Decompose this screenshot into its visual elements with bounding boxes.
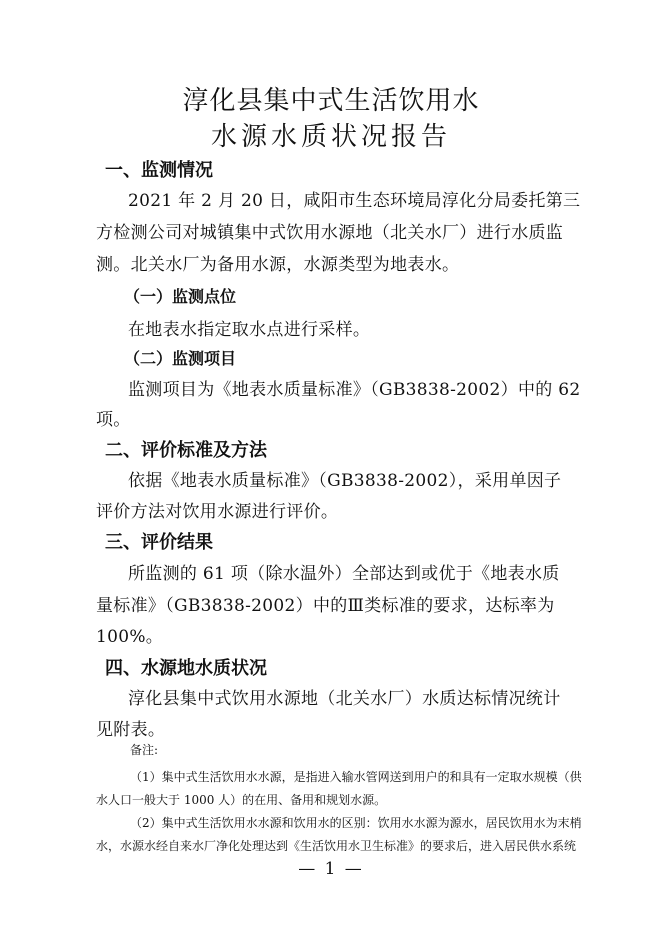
section4-heading: 四、水源地水质状况 bbox=[105, 658, 267, 679]
note-line1: （1）集中式生活饮用水水源，是指进入输水管网送到用户的和具有一定取水规模（供 bbox=[130, 770, 582, 784]
note-line2: 水人口一般大于 1000 人）的在用、备用和规划水源。 bbox=[96, 793, 387, 807]
section1-heading: 一、监测情况 bbox=[105, 160, 213, 181]
section2-para-line1: 依据《地表水质量标准》（GB3838-2002），采用单因子 bbox=[128, 471, 562, 491]
section1-sub1-text: 在地表水指定取水点进行采样。 bbox=[128, 320, 371, 340]
section2-heading: 二、评价标准及方法 bbox=[105, 440, 267, 461]
section3-heading: 三、评价结果 bbox=[105, 532, 213, 553]
report-title-line1: 淳化县集中式生活饮用水 bbox=[182, 86, 480, 116]
section3-para-line1: 所监测的 61 项（除水温外）全部达到或优于《地表水质 bbox=[128, 564, 560, 584]
note-line3: （2）集中式生活饮用水水源和饮用水的区别：饮用水水源为源水，居民饮用水为末梢 bbox=[130, 816, 582, 830]
section1-sub2-para-line2: 项。 bbox=[96, 410, 131, 430]
note-line4: 水，水源水经自来水厂净化处理达到《生活饮用水卫生标准》的要求后，进入居民供水系统 bbox=[96, 839, 577, 853]
page-number: — 1 — bbox=[298, 859, 364, 879]
section3-para-line2: 量标准》（GB3838-2002）中的Ⅲ类标准的要求，达标率为 bbox=[96, 596, 555, 616]
section1-para-line1: 2021 年 2 月 20 日，咸阳市生态环境局淳化分局委托第三 bbox=[128, 191, 581, 211]
section4-para-line2: 见附表。 bbox=[96, 720, 166, 740]
section2-para-line2: 评价方法对饮用水源进行评价。 bbox=[96, 502, 339, 522]
section1-para-line3: 测。北关水厂为备用水源，水源类型为地表水。 bbox=[96, 255, 460, 275]
section1-sub1-heading: （一）监测点位 bbox=[124, 287, 237, 306]
section3-para-line3: 100%。 bbox=[96, 627, 164, 647]
notes-title: 备注: bbox=[130, 743, 159, 757]
report-title-line2: 水源水质状况报告 bbox=[210, 122, 451, 152]
section1-para-line2: 方检测公司对城镇集中式饮用水源地（北关水厂）进行水质监 bbox=[96, 223, 564, 243]
section4-para-line1: 淳化县集中式饮用水源地（北关水厂）水质达标情况统计 bbox=[128, 689, 561, 709]
section1-sub2-heading: （二）监测项目 bbox=[124, 349, 237, 368]
section1-sub2-para-line1: 监测项目为《地表水质量标准》（GB3838-2002）中的 62 bbox=[128, 380, 581, 400]
